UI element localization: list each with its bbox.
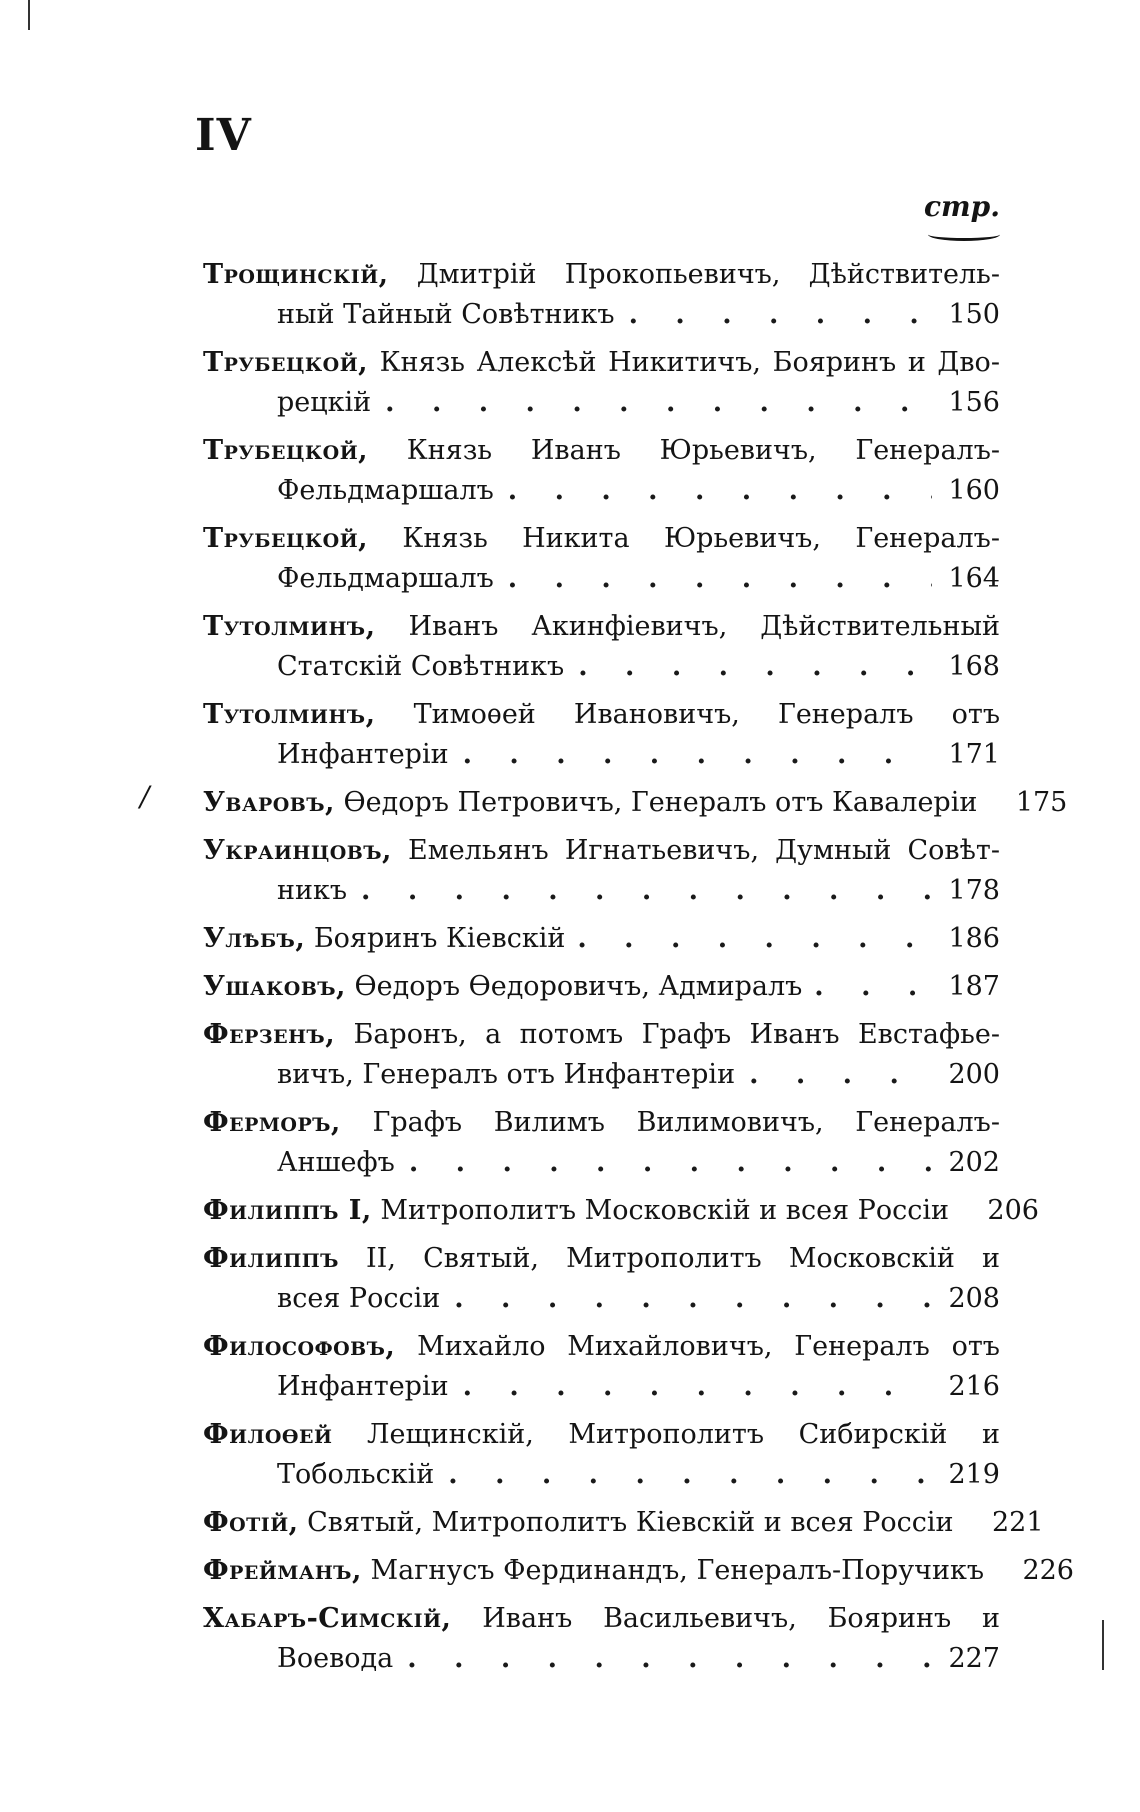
toc-entry-continuation — [203, 735, 1000, 775]
toc-entry-title-cont: Фельдмаршалъ — [277, 563, 494, 594]
toc-entry-word: Думный — [775, 835, 892, 866]
dot-leader — [361, 871, 932, 911]
toc-entry-title-cont: рецкій — [277, 387, 372, 418]
toc-entry-word: Вилимовичъ, — [636, 1107, 824, 1138]
toc-entry-word: Юрьевичъ, — [659, 435, 817, 466]
toc-entry-line — [203, 1551, 1074, 1591]
toc-entry-continuation — [203, 647, 1000, 687]
toc-entry-name: Трубецкой, — [203, 523, 369, 554]
page-column-header — [924, 190, 1000, 223]
toc-entry-word: Тимоѳей — [413, 699, 536, 730]
toc-entry — [203, 1327, 1000, 1407]
toc-entry-continuation — [203, 295, 1000, 335]
toc-entry — [203, 1103, 1000, 1183]
toc-entry-line — [203, 519, 1000, 559]
toc-entry-word: Прокопьевичъ, — [564, 259, 781, 290]
toc-entry-continuation — [203, 1455, 1000, 1495]
page-number: IV — [195, 110, 252, 161]
toc-entry-line — [203, 607, 1000, 647]
toc-entry — [203, 831, 1000, 911]
toc-entry-word: Митрополитъ — [566, 1243, 762, 1274]
toc-entry-word: и — [981, 1243, 1000, 1274]
toc-entry-page: 171 — [948, 739, 1000, 770]
toc-entry-line — [203, 831, 1000, 871]
toc-entry-continuation — [203, 871, 1000, 911]
toc-entry — [203, 1503, 1044, 1543]
toc-entry-word: Графъ — [372, 1107, 463, 1138]
toc-entry-word: Московскій — [788, 1243, 955, 1274]
toc-entry — [203, 1239, 1000, 1319]
toc-entry-line — [203, 1503, 1044, 1543]
toc-entry-continuation — [203, 471, 1000, 511]
toc-entry-continuation — [203, 1367, 1000, 1407]
toc-entry-name: Трубецкой, — [203, 435, 369, 466]
toc-entry-word: Дво- — [937, 347, 1000, 378]
toc-entry-name: Ферзенъ, — [203, 1019, 336, 1050]
toc-entry-word: потомъ — [519, 1019, 624, 1050]
dot-leader — [463, 1367, 932, 1407]
toc-entry-continuation — [203, 383, 1000, 423]
toc-entry-word: Бояринъ — [772, 347, 897, 378]
toc-entry-page: 227 — [948, 1643, 1000, 1674]
toc-entry-word: Акинфіевичъ, — [531, 611, 728, 642]
toc-entry-word: Алексѣй — [476, 347, 597, 378]
toc-entry-word: Васильевичъ, — [603, 1603, 797, 1634]
toc-entry-line — [203, 1103, 1000, 1143]
toc-entry-name: Фрейманъ, — [203, 1555, 362, 1586]
toc-entry-word: II, — [366, 1243, 396, 1274]
toc-entry-page: 186 — [948, 923, 1000, 954]
edge-mark-top-left — [28, 0, 30, 30]
dot-leader — [814, 967, 922, 1007]
toc-entry-name: Тутолминъ, — [203, 699, 376, 730]
toc-entry-continuation — [203, 1279, 1000, 1319]
toc-entry-word: Вилимъ — [493, 1107, 605, 1138]
toc-entry-name: Трубецкой, — [203, 347, 369, 378]
toc-entry-word: Баронъ, — [353, 1019, 467, 1050]
toc-entry-title-cont: Статскій Совѣтникъ — [277, 651, 565, 682]
toc-entry-word: Михайло — [417, 1331, 546, 1362]
dot-leader — [385, 383, 932, 423]
toc-entry-page: 206 — [987, 1195, 1039, 1226]
table-of-contents — [203, 255, 1074, 1687]
dot-leader — [448, 1455, 932, 1495]
toc-entry — [203, 1415, 1000, 1495]
toc-entry-title-cont: ный Тайный Совѣтникъ — [277, 299, 615, 330]
toc-entry-word: Совѣт- — [907, 835, 1000, 866]
toc-entry-title: Фрейманъ, Магнусъ Фердинандъ, Генералъ-Поручикъ — [203, 1555, 984, 1586]
toc-entry — [203, 919, 1000, 959]
dot-leader — [577, 919, 922, 959]
dot-leader — [463, 735, 932, 775]
toc-entry-name: Тутолминъ, — [203, 611, 376, 642]
toc-entry-page: 221 — [992, 1507, 1044, 1538]
toc-entry-word: Иванъ — [482, 1603, 573, 1634]
toc-entry-word: и — [907, 347, 926, 378]
toc-entry — [203, 343, 1000, 423]
toc-entry — [203, 1191, 1039, 1231]
header-flourish — [928, 228, 1000, 241]
toc-entry — [203, 607, 1000, 687]
toc-entry-title-cont: Тобольскій — [277, 1459, 435, 1490]
toc-entry-word: отъ — [951, 699, 1000, 730]
toc-entry-page: 208 — [948, 1283, 1000, 1314]
dot-leader — [508, 559, 932, 599]
toc-entry-title-cont: Инфантеріи — [277, 1371, 449, 1402]
toc-entry-line — [203, 695, 1000, 735]
toc-entry — [203, 1551, 1074, 1591]
toc-entry-page: 219 — [948, 1459, 1000, 1490]
toc-entry-page: 168 — [948, 651, 1000, 682]
toc-entry-name: Ушаковъ, — [203, 971, 346, 1002]
toc-entry-word: Генералъ — [794, 1331, 930, 1362]
toc-entry-word: и — [982, 1419, 1000, 1450]
toc-entry-page: 202 — [948, 1147, 1000, 1178]
toc-entry-line — [203, 1191, 1039, 1231]
toc-entry-title: Уваровъ, Ѳедоръ Петровичъ, Генералъ отъ Кавалеріи — [203, 787, 978, 818]
toc-entry-word: Игнатьевичъ, — [564, 835, 760, 866]
toc-entry-word: и — [982, 1603, 1000, 1634]
toc-entry-line — [203, 1239, 1000, 1279]
toc-entry-name: Украинцовъ, — [203, 835, 392, 866]
toc-entry — [203, 1015, 1000, 1095]
toc-entry-title-cont: вичъ, Генералъ отъ Инфантеріи — [277, 1059, 736, 1090]
dot-leader — [454, 1279, 932, 1319]
toc-entry-word: Ивановичъ, — [573, 699, 740, 730]
toc-entry — [203, 1599, 1000, 1679]
margin-mark: / — [140, 780, 150, 813]
dot-leader — [407, 1639, 932, 1679]
toc-entry-word: Михайловичъ, — [567, 1331, 773, 1362]
toc-entry-line — [203, 1415, 1000, 1455]
toc-entry-page: 226 — [1022, 1555, 1074, 1586]
toc-entry-word: Генералъ- — [855, 435, 1000, 466]
toc-entry-word: Генералъ- — [855, 1107, 1000, 1138]
toc-entry-title-cont: Аншефъ — [277, 1147, 395, 1178]
toc-entry-line — [203, 783, 1068, 823]
toc-entry-line — [203, 967, 1000, 1007]
toc-entry-page: 160 — [948, 475, 1000, 506]
toc-entry-word: Никитичъ, — [608, 347, 762, 378]
toc-entry — [203, 967, 1000, 1007]
toc-entry-line — [203, 919, 1000, 959]
toc-entry-title-cont: Инфантеріи — [277, 739, 449, 770]
toc-entry-continuation — [203, 1143, 1000, 1183]
toc-entry-name: Фотій, — [203, 1507, 299, 1538]
toc-entry-title: Фотій, Святый, Митрополитъ Кіевскій и всея Россіи — [203, 1507, 954, 1538]
toc-entry-page: 150 — [948, 299, 1000, 330]
dot-leader — [749, 1055, 932, 1095]
toc-entry-word: Дмитрій — [416, 259, 537, 290]
toc-entry — [203, 519, 1000, 599]
toc-entry-word: Юрьевичъ, — [663, 523, 821, 554]
toc-entry-name: Ферморъ, — [203, 1107, 341, 1138]
toc-entry-page: 178 — [948, 875, 1000, 906]
toc-entry — [203, 255, 1000, 335]
toc-entry-page: 187 — [948, 971, 1000, 1002]
toc-entry-title: Улѣбъ, Бояринъ Кіевскій — [203, 923, 566, 954]
toc-entry-word: Генералъ- — [855, 523, 1000, 554]
toc-entry-word: Святый, — [423, 1243, 539, 1274]
toc-entry-word: Князь — [379, 347, 466, 378]
toc-entry — [203, 695, 1000, 775]
toc-entry-word: а — [485, 1019, 502, 1050]
toc-entry-title-cont: Воевода — [277, 1643, 394, 1674]
toc-entry-name: Уваровъ, — [203, 787, 335, 818]
toc-entry-word: Графъ — [641, 1019, 732, 1050]
toc-entry-word: Лещинскій, — [366, 1419, 534, 1450]
toc-entry-title: Ушаковъ, Ѳедоръ Ѳедоровичъ, Адмиралъ — [203, 971, 803, 1002]
toc-entry-name: Трощинскій, — [203, 259, 389, 290]
toc-entry-title-cont: Фельдмаршалъ — [277, 475, 494, 506]
dot-leader — [409, 1143, 932, 1183]
toc-entry-word: Бояринъ — [827, 1603, 952, 1634]
toc-entry-name: Философовъ, — [203, 1331, 396, 1362]
toc-entry-page: 175 — [1015, 787, 1068, 818]
toc-entry-page: 216 — [948, 1371, 1000, 1402]
toc-entry-title: Филиппъ I, Митрополитъ Московскій и всея Россіи — [203, 1195, 949, 1226]
toc-entry-line — [203, 1327, 1000, 1367]
toc-entry-continuation — [203, 1639, 1000, 1679]
dot-leader — [629, 295, 932, 335]
toc-entry-page: 156 — [948, 387, 1000, 418]
toc-entry-word: Сибирскій — [798, 1419, 948, 1450]
toc-entry-word: Князь — [402, 523, 488, 554]
toc-entry-word: Митрополитъ — [568, 1419, 765, 1450]
toc-entry-line — [203, 431, 1000, 471]
toc-entry-line — [203, 343, 1000, 383]
toc-entry-title-cont: никъ — [277, 875, 348, 906]
toc-entry-name: Филиппъ I, — [203, 1195, 372, 1226]
dot-leader — [508, 471, 932, 511]
toc-entry-word: Иванъ — [408, 611, 499, 642]
toc-entry — [203, 431, 1000, 511]
toc-entry-word: Дѣйствитель- — [808, 259, 1000, 290]
toc-entry-word: отъ — [951, 1331, 1000, 1362]
toc-entry-continuation — [203, 1055, 1000, 1095]
toc-entry-word: Дѣйствительный — [760, 611, 1000, 642]
toc-entry-continuation — [203, 559, 1000, 599]
toc-entry-word: Иванъ — [530, 435, 621, 466]
toc-entry-line — [203, 255, 1000, 295]
toc-entry-word: Емельянъ — [407, 835, 549, 866]
edge-mark-right — [1102, 1620, 1104, 1670]
toc-entry-page: 164 — [948, 563, 1000, 594]
toc-entry-name: Филоѳей — [203, 1419, 333, 1450]
toc-entry-word: Генералъ — [777, 699, 914, 730]
page-column-header-text: стр. — [923, 190, 1000, 223]
toc-entry-word: Никита — [522, 523, 630, 554]
dot-leader — [578, 647, 932, 687]
toc-entry-line — [203, 1599, 1000, 1639]
toc-entry-page: 200 — [948, 1059, 1000, 1090]
toc-entry-name: Филиппъ — [203, 1243, 339, 1274]
toc-entry-word: Евстафье- — [857, 1019, 1000, 1050]
toc-entry-word: Иванъ — [749, 1019, 840, 1050]
toc-entry-name: Улѣбъ, — [203, 923, 306, 954]
toc-entry — [203, 783, 1068, 823]
toc-entry-word: Князь — [406, 435, 493, 466]
toc-entry-line — [203, 1015, 1000, 1055]
toc-entry-name: Хабаръ-Симскій, — [203, 1603, 452, 1634]
toc-entry-title-cont: всея Россіи — [277, 1283, 441, 1314]
